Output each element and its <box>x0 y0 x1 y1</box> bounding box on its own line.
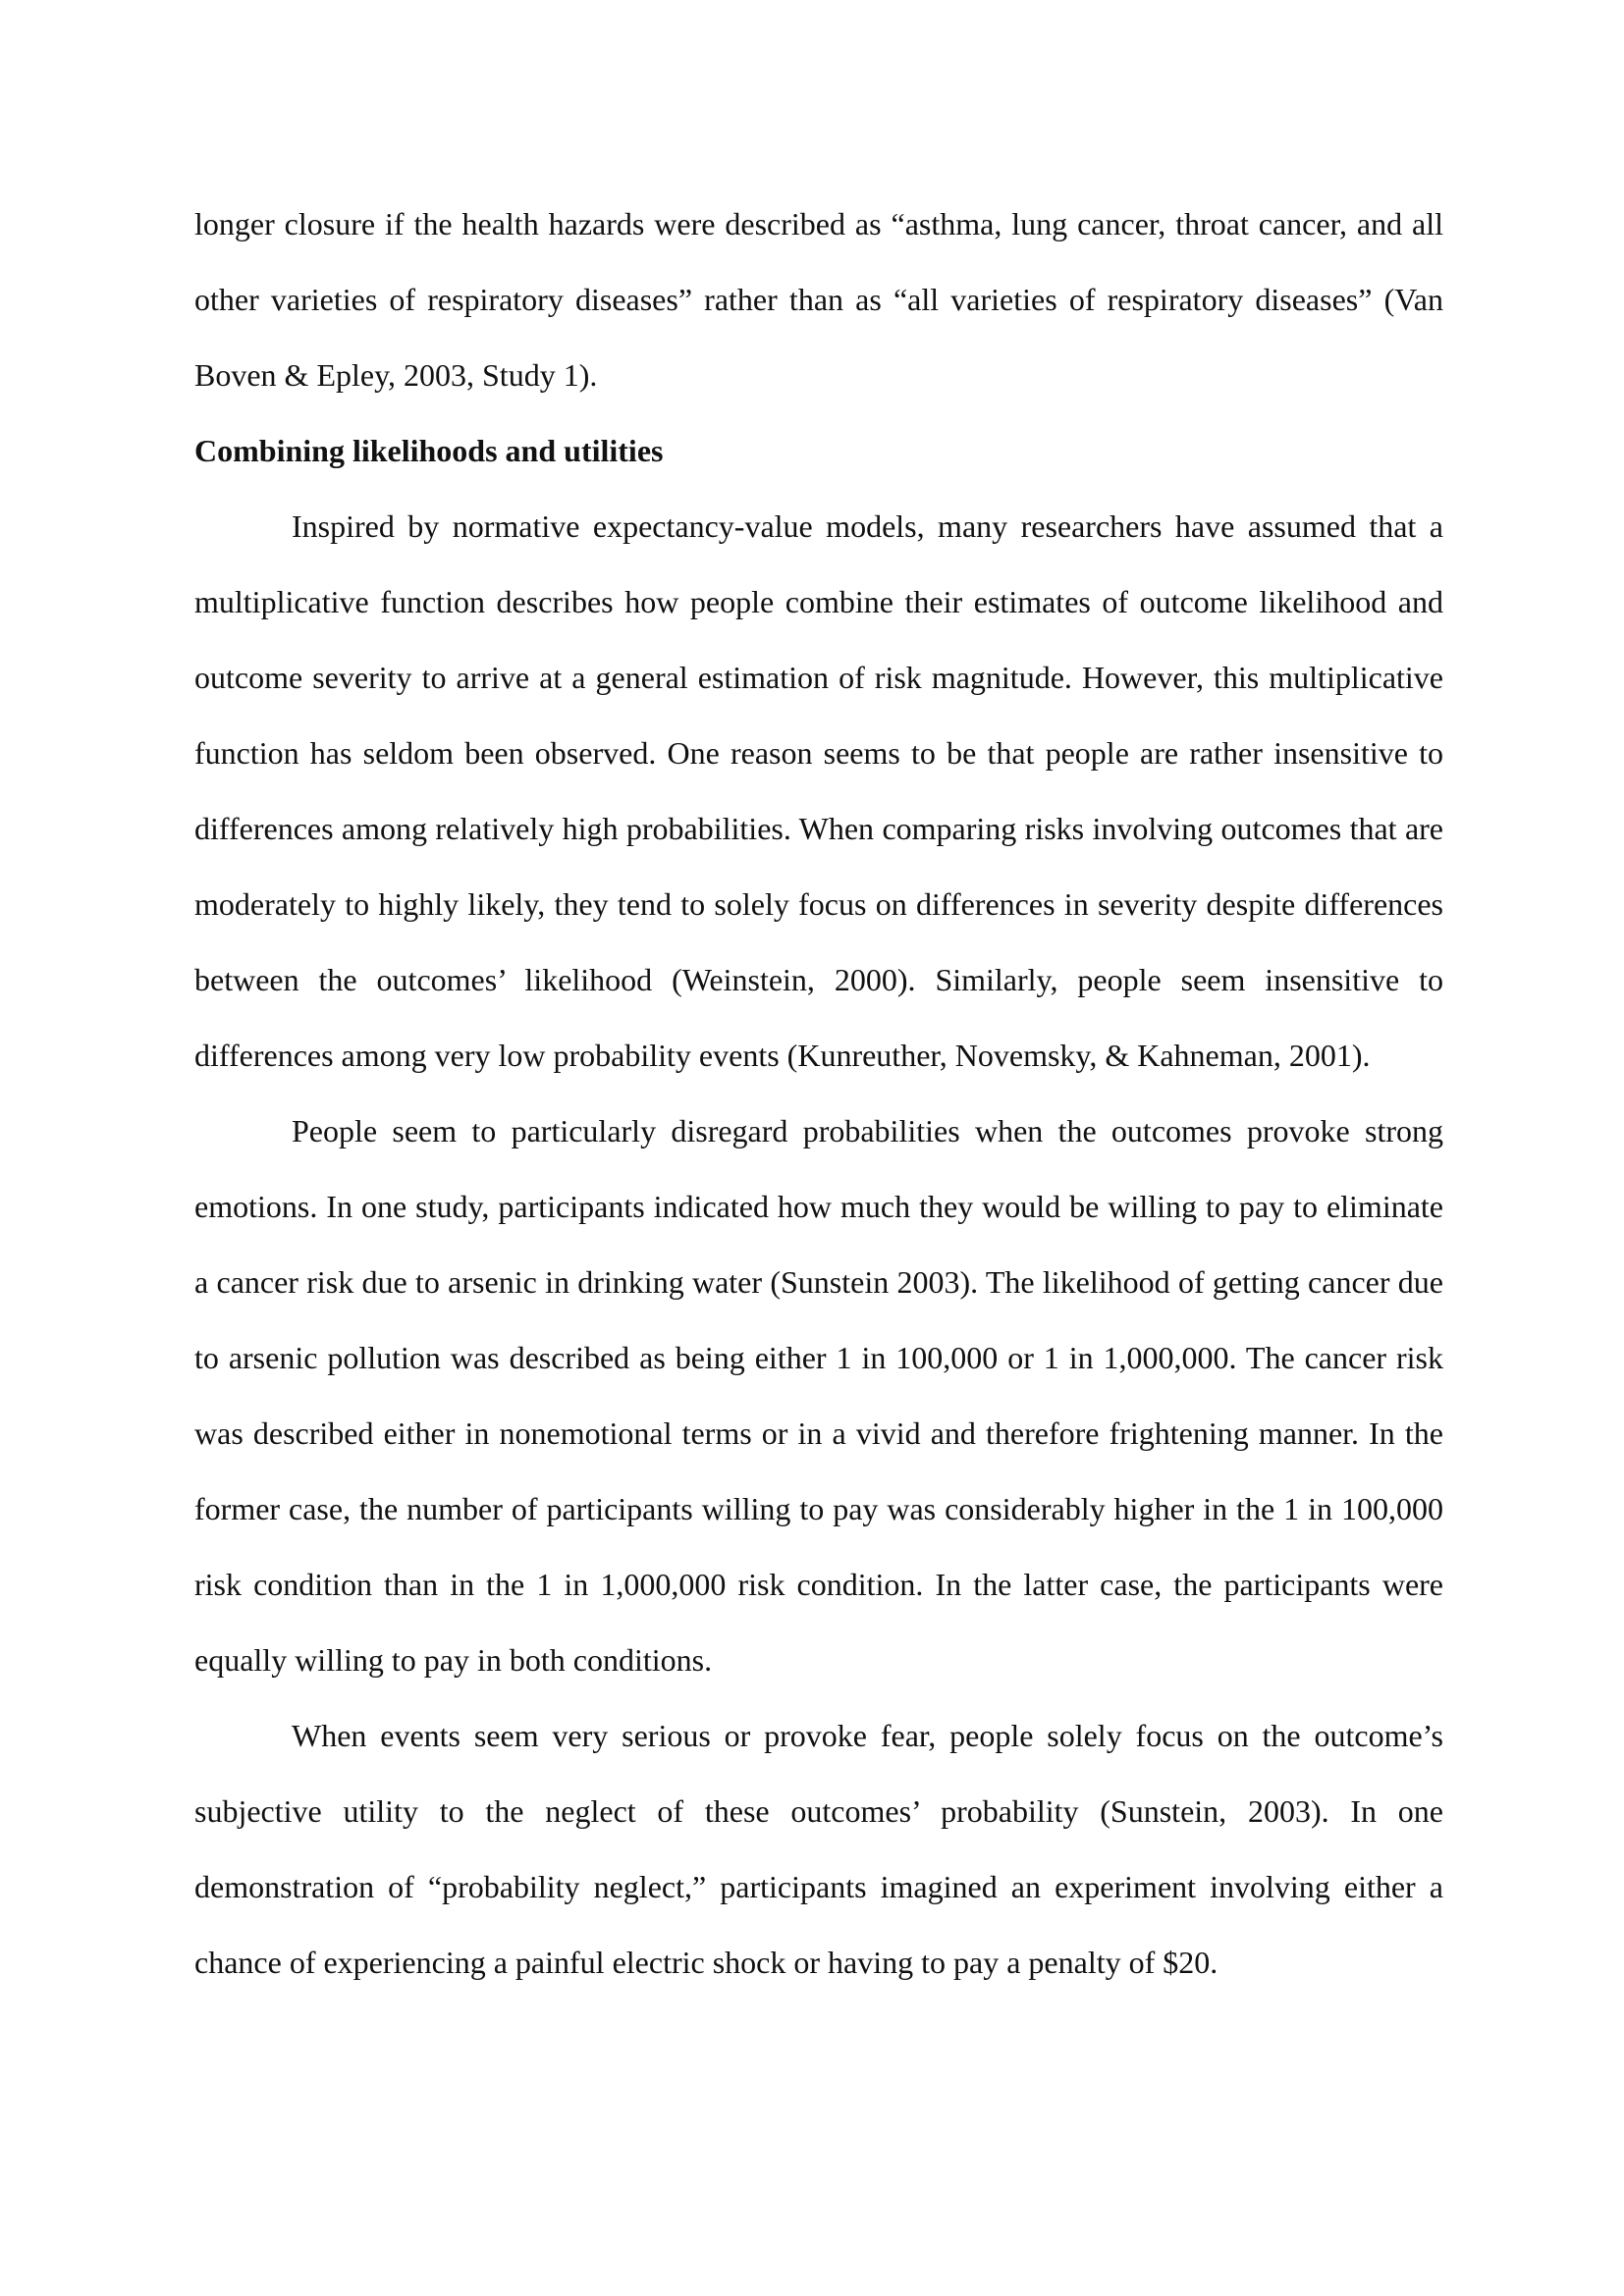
section-heading: Combining likelihoods and utilities <box>194 433 664 468</box>
paragraph-3: When events seem very serious or provoke fear, people solely focus on the outcome’s subjective utility to the neglect of these outcomes’ probability (Sunstein, 2003). In one demonstration of “probability neglect,” participants imagined an experiment involving either a chance of experiencing a painful electric shock or having to pay a penalty of $20. <box>194 1718 1443 1980</box>
body-text <box>194 187 1443 2001</box>
paragraph-2: People seem to particularly disregard probabilities when the outcomes provoke strong emotions. In one study, participants indicated how much they would be willing to pay to eliminate a cancer risk due to arsenic in drinking water (Sunstein 2003). The likelihood of getting cancer due to arsenic pollution was described as being either 1 in 100,000 or 1 in 1,000,000. The cancer risk was described either in nonemotional terms or in a vivid and therefore frightening manner. In the former case, the number of participants willing to pay was considerably higher in the 1 in 100,000 risk condition than in the 1 in 1,000,000 risk condition. In the latter case, the participants were equally willing to pay in both conditions. <box>194 1113 1443 1678</box>
paragraph-1: Inspired by normative expectancy-value models, many researchers have assumed that a multiplicative function describes how people combine their estimates of outcome likelihood and outcome severity to arrive at a general estimation of risk magnitude. However, this multiplicative function has seldom been observed. One reason seems to be that people are rather insensitive to differences among relatively high probabilities. When comparing risks involving outcomes that are moderately to highly likely, they tend to solely focus on differences in severity despite differences between the outcomes’ likelihood (Weinstein, 2000). Similarly, people seem insensitive to differences among very low probability events (Kunreuther, Novemsky, & Kahneman, 2001). <box>194 508 1443 1073</box>
paragraph-continuation: longer closure if the health hazards were described as “asthma, lung cancer, throat cancer, and all other varieties of respiratory diseases” rather than as “all varieties of respiratory diseases” (Van Boven & Epley, 2003, Study 1). <box>194 206 1443 393</box>
